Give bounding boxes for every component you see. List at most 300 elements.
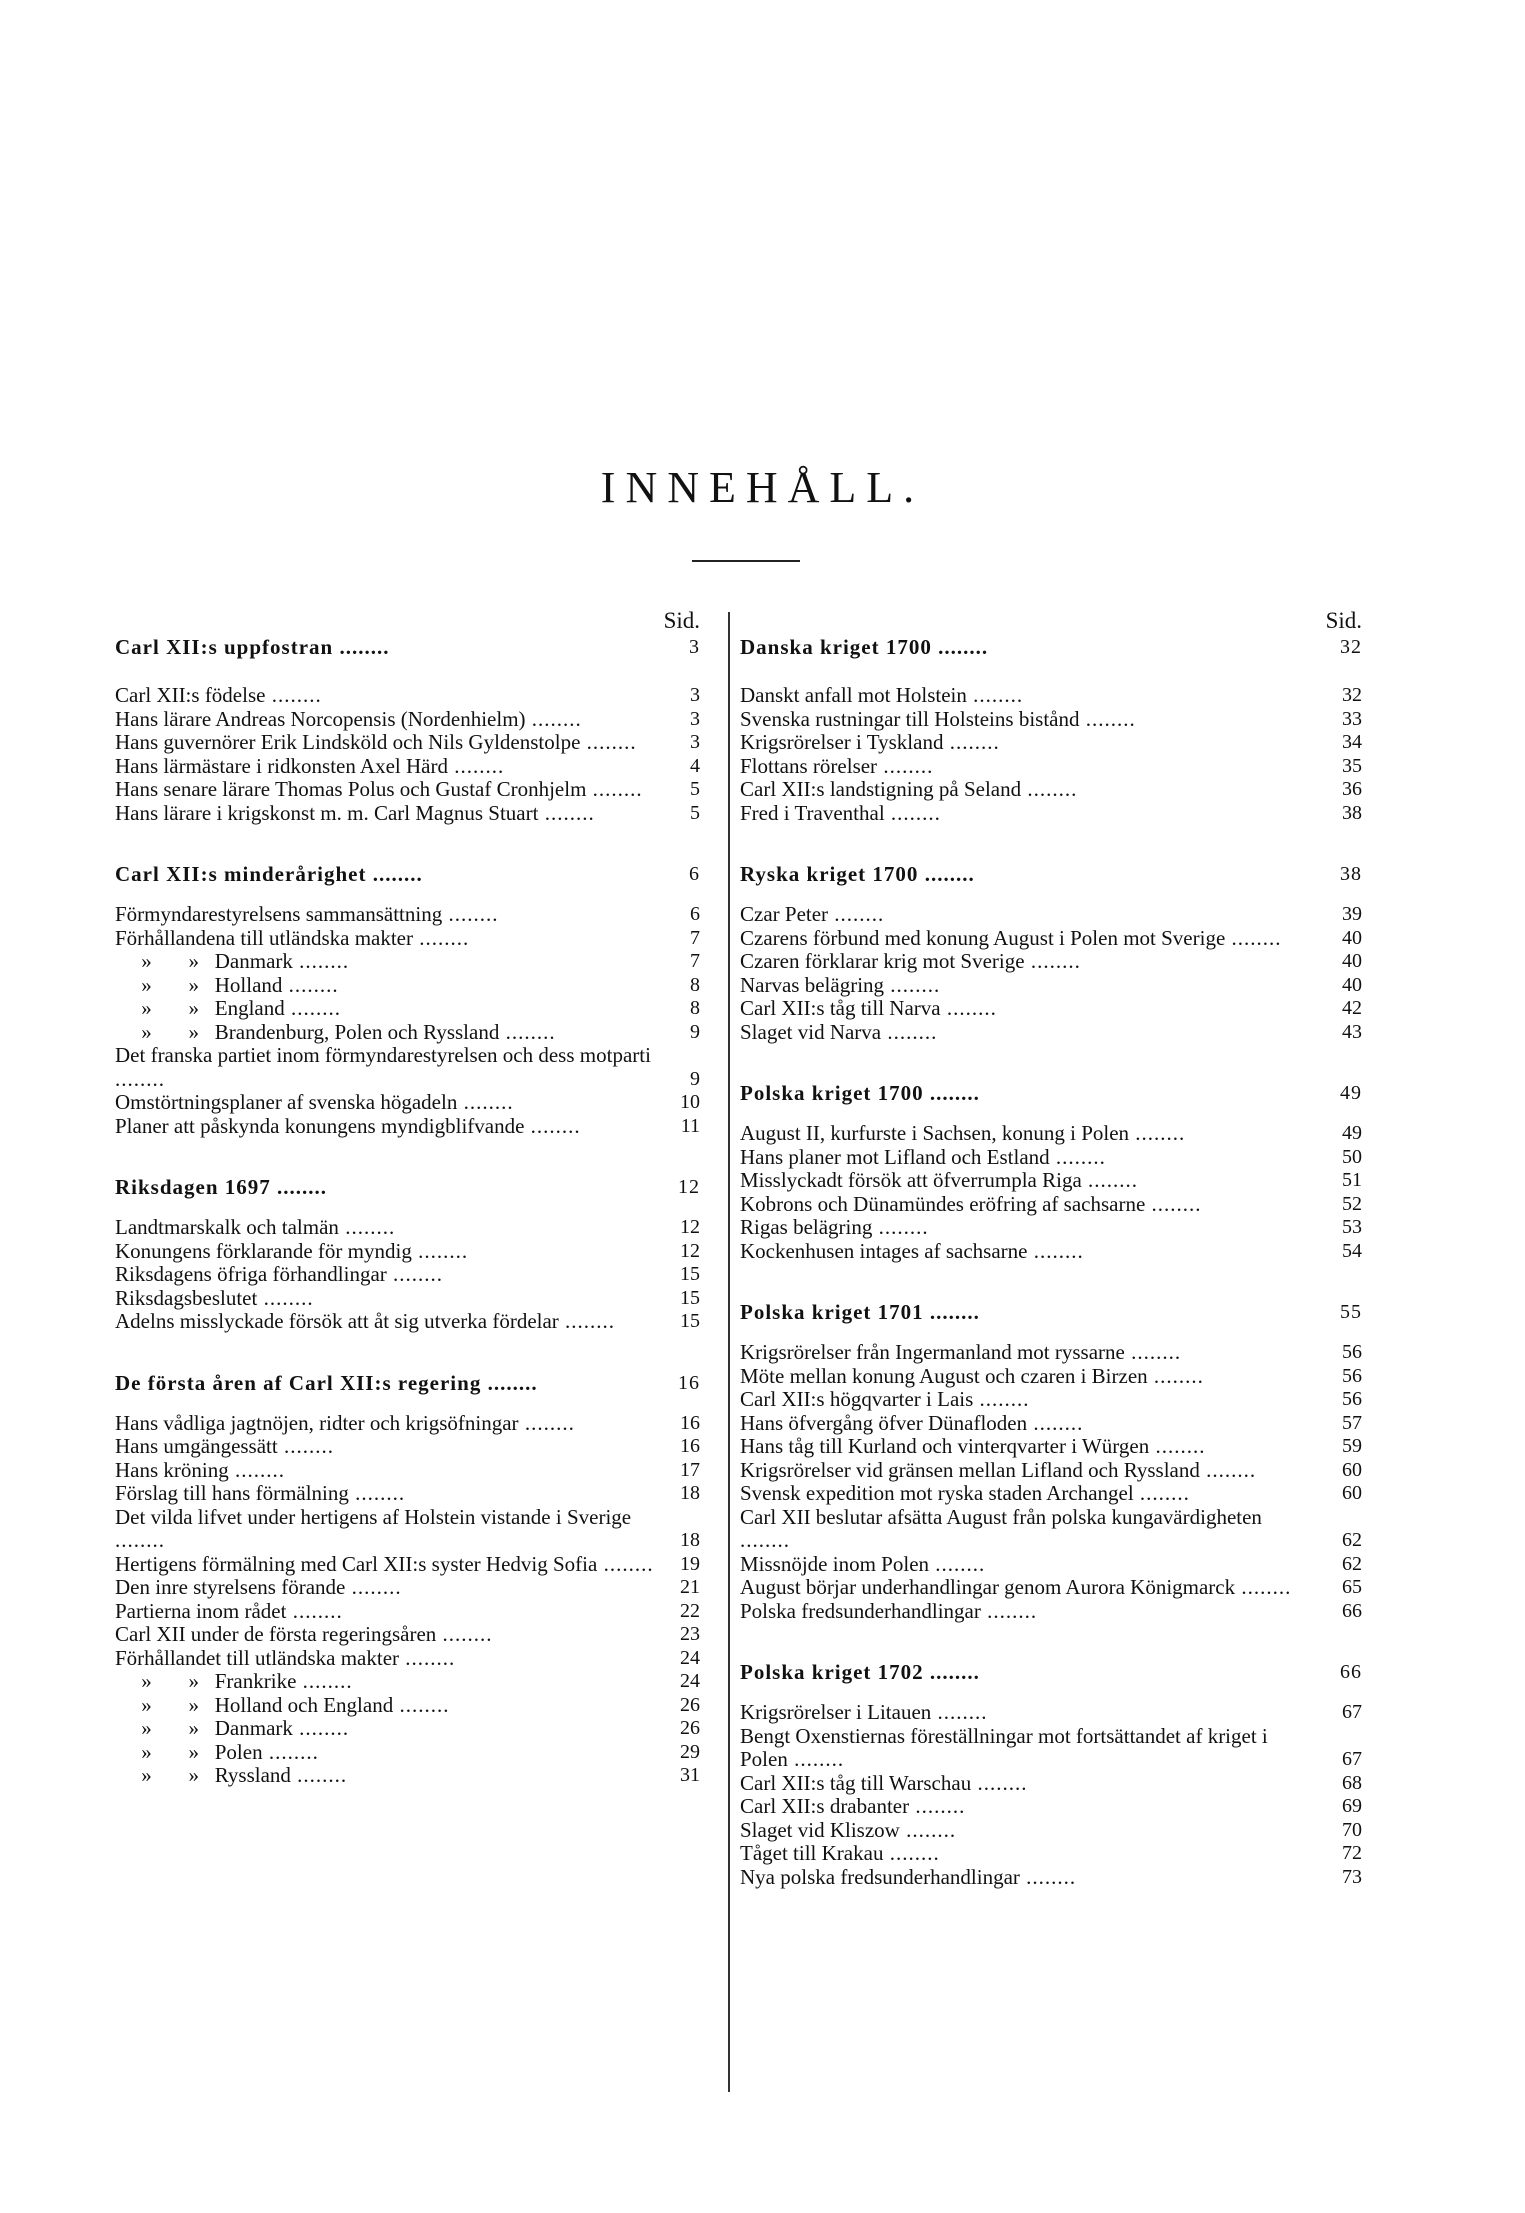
page-number: 49 bbox=[1342, 1122, 1362, 1144]
page-number: 57 bbox=[1342, 1411, 1362, 1434]
page-number: 56 bbox=[1342, 1364, 1362, 1387]
toc-entry-text: Danskt anfall mot Holstein ........ bbox=[740, 683, 1024, 707]
page-number: 34 bbox=[1342, 731, 1362, 753]
dot-leader: ........ bbox=[1129, 1121, 1186, 1145]
page-number: 55 bbox=[1340, 1301, 1362, 1323]
dot-leader: ........ bbox=[1049, 1144, 1106, 1169]
section-gap bbox=[740, 1685, 1362, 1701]
page-number: 5 bbox=[690, 801, 700, 824]
page-number: 67 bbox=[1342, 1748, 1362, 1770]
page-number: 12 bbox=[680, 1239, 700, 1262]
page-number: 66 bbox=[1340, 1661, 1362, 1683]
toc-column-right bbox=[740, 608, 1362, 1889]
dot-leader: ........ bbox=[413, 925, 470, 950]
toc-entry bbox=[115, 1091, 700, 1115]
page-number: 11 bbox=[680, 1114, 700, 1137]
section-gap bbox=[740, 1325, 1362, 1341]
toc-entry-text: Hans öfvergång öfver Dünafloden ........ bbox=[740, 1410, 1084, 1435]
toc-entry-text: Planer att påskynda konungens myndigblifvande ........ bbox=[115, 1113, 581, 1138]
toc-entry-text: Tåget till Krakau ........ bbox=[740, 1841, 940, 1865]
section-heading bbox=[115, 634, 700, 660]
toc-entry bbox=[740, 903, 1362, 927]
dot-leader: ........ bbox=[787, 1747, 845, 1771]
dot-leader: ........ bbox=[538, 800, 595, 825]
dot-leader: ........ bbox=[393, 1692, 450, 1717]
page-number: 7 bbox=[690, 926, 700, 949]
dot-leader: ........ bbox=[558, 1309, 616, 1333]
section-heading bbox=[740, 634, 1362, 660]
page-number: 18 bbox=[680, 1529, 700, 1551]
page-number: 35 bbox=[1342, 754, 1362, 777]
page-number: 24 bbox=[680, 1646, 700, 1669]
title-rule bbox=[692, 560, 800, 562]
page-number: 42 bbox=[1342, 997, 1362, 1019]
dot-leader: ........ bbox=[1145, 1191, 1202, 1216]
dot-leader: ........ bbox=[1021, 777, 1078, 801]
toc-entry-text: Förmyndarestyrelsens sammansättning ........ bbox=[115, 902, 499, 926]
page-number: 19 bbox=[680, 1552, 700, 1575]
dot-leader: ........ bbox=[931, 1700, 988, 1724]
dot-leader: ........ bbox=[872, 1215, 929, 1239]
section-heading bbox=[740, 861, 1362, 887]
dot-leader: ........ bbox=[348, 1481, 406, 1505]
toc-entry bbox=[740, 1819, 1362, 1843]
toc-entry bbox=[115, 1694, 700, 1718]
toc-entry-text: Krigsrörelser från Ingermanland mot ryssarne ........ bbox=[740, 1340, 1182, 1364]
dot-leader: ........ bbox=[923, 1300, 980, 1324]
toc-entry-text: Hertigens förmälning med Carl XII:s syster Hedvig Sofia ........ bbox=[115, 1551, 654, 1576]
toc-entry bbox=[740, 1506, 1362, 1553]
toc-entry bbox=[740, 1772, 1362, 1796]
page-number: 49 bbox=[1340, 1082, 1362, 1104]
dot-leader: ........ bbox=[940, 996, 997, 1020]
page-number: 56 bbox=[1342, 1388, 1362, 1410]
page-number: 15 bbox=[680, 1263, 700, 1285]
dot-leader: ........ bbox=[1124, 1340, 1182, 1364]
toc-entry-text: » » England ........ bbox=[115, 996, 341, 1020]
toc-entry-text: Det franska partiet inom förmyndarestyrelsen och dess motparti ........ bbox=[115, 1043, 658, 1091]
dot-leader: ........ bbox=[345, 1575, 402, 1599]
page-number: 73 bbox=[1342, 1865, 1362, 1888]
dot-leader: ........ bbox=[973, 1387, 1030, 1411]
section-gap bbox=[115, 1138, 700, 1174]
page-number: 39 bbox=[1342, 903, 1362, 925]
toc-entry bbox=[740, 1146, 1362, 1170]
toc-entry bbox=[115, 1310, 700, 1334]
dot-leader: ........ bbox=[883, 1841, 940, 1865]
page-number: 56 bbox=[1342, 1341, 1362, 1363]
page-number: 24 bbox=[680, 1670, 700, 1692]
toc-entry-text: Misslyckadt försök att öfverrumpla Riga ........ bbox=[740, 1168, 1139, 1192]
toc-entry bbox=[740, 1725, 1362, 1772]
toc-entry bbox=[115, 1623, 700, 1647]
toc-entry bbox=[115, 1553, 700, 1577]
toc-entry bbox=[740, 1412, 1362, 1436]
toc-entry-text: Czar Peter ........ bbox=[740, 902, 885, 926]
dot-leader: ........ bbox=[1027, 1238, 1084, 1263]
section-gap bbox=[115, 1396, 700, 1412]
toc-entry bbox=[740, 1795, 1362, 1819]
toc-entry-text: August II, kurfurste i Sachsen, konung i Polen ........ bbox=[740, 1121, 1186, 1145]
page-number: 15 bbox=[680, 1286, 700, 1309]
toc-entry bbox=[115, 1240, 700, 1264]
column-divider bbox=[728, 612, 730, 2092]
page-number: 40 bbox=[1342, 950, 1362, 972]
page-number: 68 bbox=[1342, 1771, 1362, 1794]
toc-entry bbox=[115, 1044, 700, 1091]
dot-leader: ........ bbox=[1149, 1434, 1206, 1458]
dot-leader: ........ bbox=[518, 1410, 575, 1435]
dot-leader: ........ bbox=[525, 706, 582, 731]
toc-entry-text: Riksdagens öfriga förhandlingar ........ bbox=[115, 1262, 444, 1286]
toc-entry bbox=[115, 997, 700, 1021]
toc-entry-text: Slaget vid Narva ........ bbox=[740, 1019, 938, 1044]
dot-leader: ........ bbox=[457, 1090, 514, 1114]
toc-entry bbox=[740, 1842, 1362, 1866]
page-number: 38 bbox=[1342, 801, 1362, 824]
toc-entry bbox=[115, 1741, 700, 1765]
dot-leader: ........ bbox=[918, 862, 975, 886]
dot-leader: ........ bbox=[499, 1019, 556, 1044]
dot-leader: ........ bbox=[257, 1285, 314, 1310]
dot-leader: ........ bbox=[1079, 706, 1136, 731]
toc-entry-text: Det vilda lifvet under hertigens af Holstein vistande i Sverige ........ bbox=[115, 1504, 638, 1552]
toc-entry-text: Hans lärmästare i ridkonsten Axel Härd ........ bbox=[115, 753, 505, 778]
dot-leader: ........ bbox=[943, 730, 1000, 754]
section-gap bbox=[740, 887, 1362, 903]
page-number: 9 bbox=[690, 1020, 700, 1043]
page-number: 65 bbox=[1342, 1576, 1362, 1598]
dot-leader: ........ bbox=[292, 1716, 350, 1740]
dot-leader: ........ bbox=[115, 1504, 638, 1552]
section-heading-text: Danska kriget 1700 ........ bbox=[740, 635, 989, 659]
toc-entry bbox=[115, 1600, 700, 1624]
toc-entry-text: Adelns misslyckade försök att åt sig utverka fördelar ........ bbox=[115, 1309, 616, 1333]
dot-leader: ........ bbox=[481, 1370, 538, 1395]
toc-entry-text: » » Danmark ........ bbox=[115, 1716, 350, 1740]
toc-entry bbox=[740, 802, 1362, 826]
section-gap bbox=[115, 660, 700, 684]
dot-leader: ........ bbox=[884, 972, 941, 997]
toc-entry bbox=[115, 1764, 700, 1788]
dot-leader: ........ bbox=[277, 1434, 334, 1458]
page-number: 12 bbox=[678, 1176, 700, 1198]
toc-entry-text: Rigas belägring ........ bbox=[740, 1215, 929, 1239]
dot-leader: ........ bbox=[580, 730, 637, 754]
toc-entry-text: Carl XII:s drabanter ........ bbox=[740, 1794, 966, 1818]
dot-leader: ........ bbox=[828, 902, 885, 926]
dot-leader: ........ bbox=[262, 1739, 319, 1764]
page-number: 62 bbox=[1342, 1552, 1362, 1575]
dot-leader: ........ bbox=[909, 1794, 966, 1818]
toc-entry bbox=[740, 1701, 1362, 1725]
toc-entry-text: Landtmarskalk och talmän ........ bbox=[115, 1215, 396, 1239]
toc-entry bbox=[115, 1216, 700, 1240]
page-number: 16 bbox=[680, 1411, 700, 1434]
dot-leader: ........ bbox=[971, 1770, 1028, 1795]
page-number: 32 bbox=[1340, 636, 1362, 658]
page-number: 31 bbox=[680, 1764, 700, 1786]
page-number: 4 bbox=[690, 754, 700, 777]
toc-entry bbox=[740, 950, 1362, 974]
toc-entry-text: Carl XII:s tåg till Warschau ........ bbox=[740, 1770, 1028, 1795]
section-heading-text: Carl XII:s minderårighet ........ bbox=[115, 862, 423, 886]
page-number: 8 bbox=[690, 997, 700, 1019]
dot-leader: ........ bbox=[265, 683, 322, 707]
toc-entry-text: Riksdagsbeslutet ........ bbox=[115, 1285, 314, 1310]
toc-entry bbox=[115, 1115, 700, 1139]
toc-entry-text: Den inre styrelsens förande ........ bbox=[115, 1575, 402, 1599]
toc-entry bbox=[740, 1459, 1362, 1483]
dot-leader: ........ bbox=[442, 902, 499, 926]
toc-entry bbox=[115, 903, 700, 927]
toc-entry bbox=[740, 778, 1362, 802]
page-number: 6 bbox=[690, 903, 700, 925]
dot-leader: ........ bbox=[1019, 1864, 1077, 1889]
toc-entry-text: Omstörtningsplaner af svenska högadeln ........ bbox=[115, 1090, 514, 1114]
page-number: 50 bbox=[1342, 1145, 1362, 1168]
page-number: 26 bbox=[680, 1717, 700, 1739]
toc-entry bbox=[740, 1021, 1362, 1045]
section-heading bbox=[740, 1299, 1362, 1325]
dot-leader: ........ bbox=[386, 1262, 444, 1286]
dot-leader: ........ bbox=[228, 1457, 285, 1482]
dot-leader: ........ bbox=[1027, 1410, 1084, 1435]
dot-leader: ........ bbox=[966, 683, 1024, 707]
page-number: 12 bbox=[680, 1216, 700, 1238]
toc-entry bbox=[740, 1576, 1362, 1600]
toc-entry-text: Krigsrörelser i Litauen ........ bbox=[740, 1700, 988, 1724]
page-number: 66 bbox=[1342, 1599, 1362, 1622]
page-number: 26 bbox=[680, 1693, 700, 1716]
page-number: 6 bbox=[689, 863, 700, 885]
toc-entry-text: Hans vådliga jagtnöjen, ridter och krigsöfningar ........ bbox=[115, 1410, 575, 1435]
sid-label: Sid. bbox=[1325, 608, 1362, 633]
section-heading bbox=[740, 1659, 1362, 1685]
section-gap bbox=[115, 825, 700, 861]
toc-entry-text: Carl XII:s födelse ........ bbox=[115, 683, 322, 707]
page-number: 3 bbox=[690, 707, 700, 730]
dot-leader: ........ bbox=[1199, 1457, 1257, 1482]
dot-leader: ........ bbox=[899, 1817, 957, 1842]
toc-entry-text: August börjar underhandlingar genom Aurora Königmarck ........ bbox=[740, 1575, 1292, 1599]
toc-entry bbox=[115, 1435, 700, 1459]
toc-entries-right bbox=[740, 634, 1362, 1889]
toc-entry bbox=[115, 1021, 700, 1045]
toc-entry-text: Hans umgängessätt ........ bbox=[115, 1434, 334, 1458]
page-number: 72 bbox=[1342, 1842, 1362, 1864]
toc-entry bbox=[740, 1365, 1362, 1389]
page-number: 29 bbox=[680, 1740, 700, 1763]
page-number: 32 bbox=[1342, 684, 1362, 706]
dot-leader: ........ bbox=[282, 972, 339, 997]
page-number: 60 bbox=[1342, 1458, 1362, 1481]
toc-entry bbox=[115, 974, 700, 998]
section-heading-text: Polska kriget 1702 ........ bbox=[740, 1660, 980, 1684]
toc-entry-text: » » Frankrike ........ bbox=[115, 1669, 353, 1693]
toc-entry bbox=[115, 1670, 700, 1694]
page-number: 53 bbox=[1342, 1216, 1362, 1238]
section-gap bbox=[115, 887, 700, 903]
section-gap bbox=[740, 1623, 1362, 1659]
page-number: 67 bbox=[1342, 1701, 1362, 1723]
toc-entry bbox=[740, 1388, 1362, 1412]
toc-entry-text: Slaget vid Kliszow ........ bbox=[740, 1817, 957, 1842]
section-heading-text: Ryska kriget 1700 ........ bbox=[740, 862, 975, 886]
dot-leader: ........ bbox=[1225, 925, 1282, 950]
toc-entry-text: Nya polska fredsunderhandlingar ........ bbox=[740, 1864, 1077, 1889]
toc-entry-text: Hans guvernörer Erik Lindsköld och Nils Gyldenstolpe ........ bbox=[115, 730, 637, 754]
toc-column-left bbox=[115, 608, 700, 1788]
toc-entry-text: » » Holland och England ........ bbox=[115, 1692, 450, 1717]
dot-leader: ........ bbox=[399, 1645, 456, 1670]
page-number: 22 bbox=[680, 1599, 700, 1622]
page-number: 69 bbox=[1342, 1795, 1362, 1817]
toc-entry-text: » » Ryssland ........ bbox=[115, 1763, 348, 1787]
toc-entry-text: Carl XII:s tåg till Narva ........ bbox=[740, 996, 997, 1020]
toc-entry-text: Carl XII under de första regeringsåren ........ bbox=[115, 1622, 493, 1646]
page-number: 15 bbox=[680, 1310, 700, 1332]
page-number: 5 bbox=[690, 778, 700, 800]
section-gap bbox=[115, 1200, 700, 1216]
toc-entry bbox=[740, 684, 1362, 708]
toc-entry bbox=[115, 1459, 700, 1483]
toc-entry bbox=[115, 927, 700, 951]
toc-entry-text: Partierna inom rådet ........ bbox=[115, 1598, 343, 1623]
dot-leader: ........ bbox=[284, 996, 341, 1020]
dot-leader: ........ bbox=[366, 862, 423, 886]
page-number: 70 bbox=[1342, 1818, 1362, 1841]
section-heading-text: Polska kriget 1700 ........ bbox=[740, 1081, 980, 1105]
page-number: 54 bbox=[1342, 1239, 1362, 1262]
toc-entry-text: Hans tåg till Kurland och vinterqvarter i Würgen ........ bbox=[740, 1434, 1206, 1458]
dot-leader: ........ bbox=[448, 753, 505, 778]
section-gap bbox=[740, 1263, 1362, 1299]
page-number: 16 bbox=[680, 1435, 700, 1457]
section-heading-text: Carl XII:s uppfostran ........ bbox=[115, 635, 390, 659]
toc-entry bbox=[115, 708, 700, 732]
page-number: 43 bbox=[1342, 1020, 1362, 1043]
dot-leader: ........ bbox=[980, 1598, 1038, 1623]
toc-entry bbox=[740, 1169, 1362, 1193]
toc-entry bbox=[115, 778, 700, 802]
dot-leader: ........ bbox=[597, 1551, 654, 1576]
dot-leader: ........ bbox=[884, 800, 941, 825]
toc-entry-text: » » Polen ........ bbox=[115, 1739, 319, 1764]
toc-entry bbox=[740, 1866, 1362, 1890]
toc-entry bbox=[740, 1193, 1362, 1217]
page-number: 51 bbox=[1342, 1169, 1362, 1191]
toc-entry-text: Czarens förbund med konung August i Polen mot Sverige ........ bbox=[740, 925, 1282, 950]
dot-leader: ........ bbox=[740, 1504, 1269, 1552]
toc-entry bbox=[115, 1412, 700, 1436]
toc-entry bbox=[740, 1600, 1362, 1624]
page-title: INNEHÅLL. bbox=[600, 463, 925, 512]
section-gap bbox=[740, 660, 1362, 684]
dot-leader: ........ bbox=[877, 753, 934, 778]
dot-leader: ........ bbox=[333, 635, 390, 659]
dot-leader: ........ bbox=[338, 1215, 396, 1239]
toc-entry bbox=[740, 1122, 1362, 1146]
page-number: 8 bbox=[690, 973, 700, 996]
toc-entry-text: Förhållandena till utländska makter ........ bbox=[115, 925, 470, 950]
section-gap bbox=[740, 825, 1362, 861]
page-number: 59 bbox=[1342, 1435, 1362, 1457]
toc-entry-text: Kockenhusen intages af sachsarne ........ bbox=[740, 1238, 1084, 1263]
toc-entry bbox=[740, 731, 1362, 755]
page-number: 17 bbox=[680, 1458, 700, 1481]
section-heading-text: De första åren af Carl XII:s regering ........ bbox=[115, 1370, 538, 1395]
dot-leader: ........ bbox=[1024, 949, 1081, 973]
page-number: 16 bbox=[678, 1371, 700, 1394]
dot-leader: ........ bbox=[436, 1622, 493, 1646]
toc-entry-text: Narvas belägring ........ bbox=[740, 972, 941, 997]
toc-entry-text: Svenska rustningar till Holsteins bistånd ........ bbox=[740, 706, 1136, 731]
toc-entry-text: Carl XII:s landstigning på Seland ........ bbox=[740, 777, 1078, 801]
section-gap bbox=[115, 1334, 700, 1370]
toc-entry bbox=[740, 927, 1362, 951]
section-heading bbox=[115, 1370, 700, 1396]
toc-entry bbox=[115, 1287, 700, 1311]
page-number: 21 bbox=[680, 1576, 700, 1598]
toc-entry-text: Polska fredsunderhandlingar ........ bbox=[740, 1598, 1038, 1623]
dot-leader: ........ bbox=[923, 1660, 980, 1684]
page-number: 40 bbox=[1342, 973, 1362, 996]
toc-entry bbox=[740, 1240, 1362, 1264]
dot-leader: ........ bbox=[1133, 1481, 1190, 1505]
toc-entry bbox=[115, 755, 700, 779]
section-gap bbox=[740, 1106, 1362, 1122]
dot-leader: ........ bbox=[292, 949, 350, 973]
toc-entry bbox=[740, 755, 1362, 779]
dot-leader: ........ bbox=[1147, 1363, 1204, 1388]
page-number: 3 bbox=[690, 731, 700, 753]
dot-leader: ........ bbox=[270, 1175, 328, 1199]
toc-entry-text: Carl XII beslutar afsätta August från polska kungavärdigheten ........ bbox=[740, 1504, 1269, 1552]
dot-leader: ........ bbox=[524, 1113, 581, 1138]
toc-entry-text: Krigsrörelser vid gränsen mellan Lifland och Ryssland ........ bbox=[740, 1457, 1257, 1482]
section-gap bbox=[740, 1044, 1362, 1080]
page-number: 23 bbox=[680, 1623, 700, 1645]
page-number: 9 bbox=[690, 1067, 700, 1090]
toc-entry-text: Hans senare lärare Thomas Polus och Gustaf Cronhjelm ........ bbox=[115, 777, 643, 801]
toc-entry bbox=[740, 974, 1362, 998]
toc-entry-text: Fred i Traventhal ........ bbox=[740, 800, 941, 825]
toc-entry bbox=[740, 1216, 1362, 1240]
toc-entry bbox=[115, 950, 700, 974]
toc-entry-text: » » Holland ........ bbox=[115, 972, 339, 997]
dot-leader: ........ bbox=[586, 777, 643, 801]
page-number: 33 bbox=[1342, 707, 1362, 730]
dot-leader: ........ bbox=[1235, 1575, 1292, 1599]
toc-entry-text: Carl XII:s högqvarter i Lais ........ bbox=[740, 1387, 1030, 1411]
toc-entry-text: Flottans rörelser ........ bbox=[740, 753, 934, 778]
toc-entry bbox=[740, 997, 1362, 1021]
toc-entry-text: Hans kröning ........ bbox=[115, 1457, 285, 1482]
toc-entry-text: Hans planer mot Lifland och Estland ........ bbox=[740, 1144, 1106, 1169]
dot-leader: ........ bbox=[881, 1019, 938, 1044]
toc-entry-text: Hans lärare i krigskonst m. m. Carl Magnus Stuart ........ bbox=[115, 800, 595, 825]
toc-entry bbox=[740, 1435, 1362, 1459]
toc-entry bbox=[115, 1647, 700, 1671]
dot-leader: ........ bbox=[290, 1763, 348, 1787]
page-number: 60 bbox=[1342, 1482, 1362, 1504]
toc-entry-text: Möte mellan konung August och czaren i Birzen ........ bbox=[740, 1363, 1204, 1388]
toc-entry bbox=[115, 1263, 700, 1287]
toc-entry bbox=[115, 684, 700, 708]
page-number: 36 bbox=[1342, 778, 1362, 800]
page-number: 52 bbox=[1342, 1192, 1362, 1215]
